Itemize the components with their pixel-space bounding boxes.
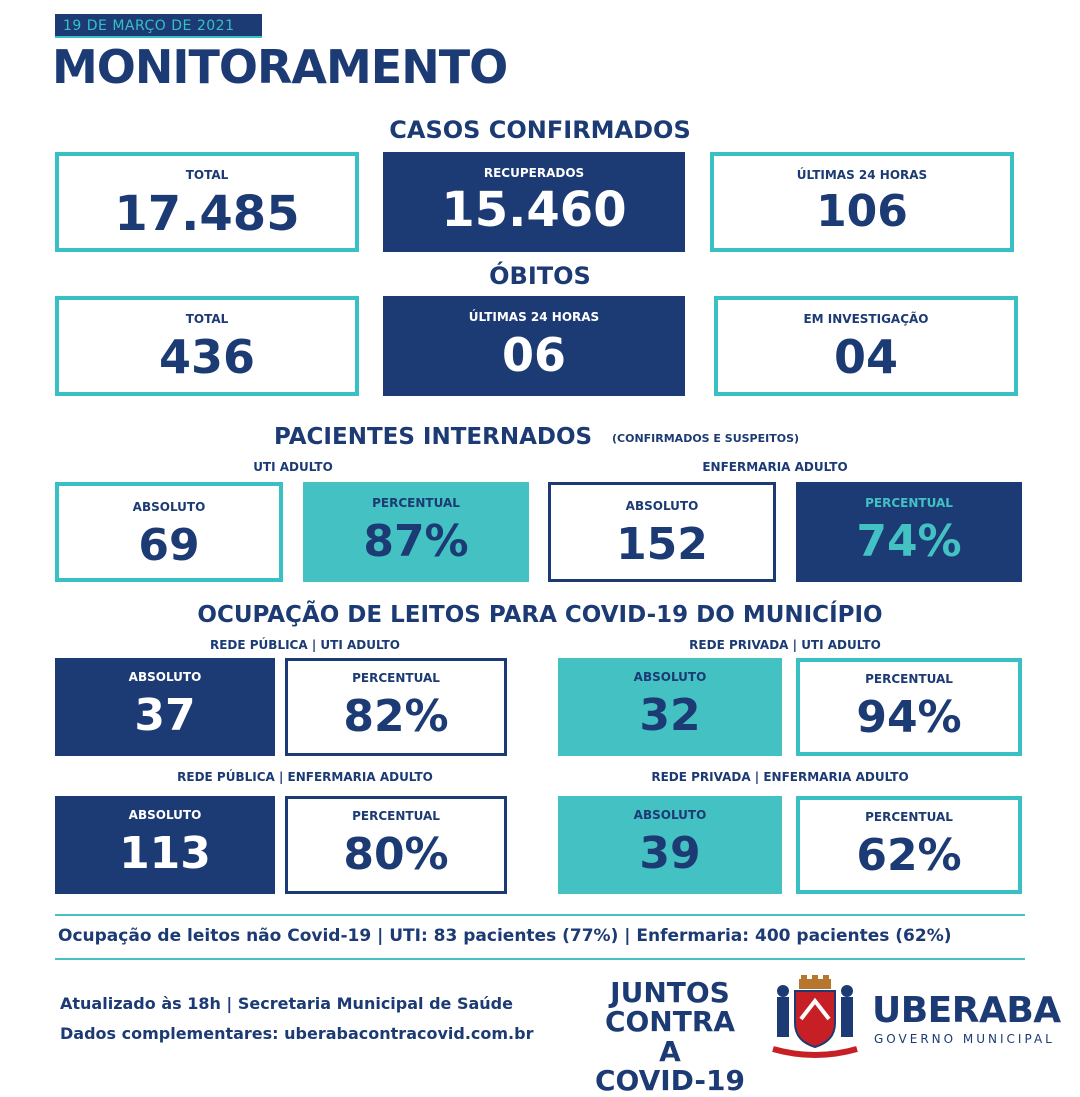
- priv-uti-abs-value: 32: [639, 690, 701, 741]
- internados-enf-abs-value: 152: [616, 519, 708, 570]
- priv-uti-pct-box: [796, 658, 1022, 756]
- internados-enf-label: ENFERMARIA ADULTO: [702, 460, 848, 474]
- pub-uti-abs-label: ABSOLUTO: [128, 670, 202, 684]
- internados-enf-abs-box: [548, 482, 776, 582]
- pub-enf-abs-box: [55, 796, 275, 894]
- nao-covid-text: Ocupação de leitos não Covid-19 | UTI: 83 pacientes (77%) | Enfermaria: 400 pacientes (62%): [58, 926, 952, 946]
- date-label: 19 DE MARÇO DE 2021: [55, 14, 262, 38]
- internados-uti-label: UTI ADULTO: [253, 460, 333, 474]
- pub-uti-pct-box: [285, 658, 507, 756]
- priv-enf-abs-value: 39: [639, 828, 701, 879]
- internados-enf-pct-label: PERCENTUAL: [865, 496, 953, 510]
- priv-enf-pct-label: PERCENTUAL: [865, 810, 953, 824]
- internados-enf-abs-label: ABSOLUTO: [625, 499, 699, 513]
- internados-note: (CONFIRMADOS E SUSPEITOS): [612, 432, 800, 445]
- obitos-total-label: TOTAL: [185, 312, 229, 326]
- priv-enf-label: REDE PRIVADA | ENFERMARIA ADULTO: [651, 770, 909, 784]
- internados-uti-pct-label: PERCENTUAL: [372, 496, 460, 510]
- obitos-ult24-value: 06: [501, 328, 566, 382]
- pub-enf-pct-value: 80%: [343, 829, 449, 880]
- priv-enf-abs-label: ABSOLUTO: [633, 808, 707, 822]
- pub-uti-abs-value: 37: [134, 690, 196, 741]
- juntos-line-1: JUNTOS: [610, 976, 730, 1009]
- obitos-investigacao-label: EM INVESTIGAÇÃO: [803, 312, 929, 326]
- casos-ult24-value: 106: [816, 186, 908, 237]
- priv-enf-abs-box: [558, 796, 782, 894]
- obitos-title: ÓBITOS: [489, 262, 591, 290]
- obitos-investigacao-value: 04: [833, 330, 898, 384]
- obitos-ult24-label: ÚLTIMAS 24 HORAS: [468, 310, 600, 324]
- dados-text: Dados complementares: uberabacontracovid.com.br: [60, 1024, 534, 1043]
- pub-uti-abs-box: [55, 658, 275, 756]
- pub-enf-abs-value: 113: [119, 828, 211, 879]
- priv-uti-pct-label: PERCENTUAL: [865, 672, 953, 686]
- casos-recuperados-label: RECUPERADOS: [483, 166, 585, 180]
- governo-label: GOVERNO MUNICIPAL: [874, 1032, 1055, 1046]
- obitos-total-value: 436: [158, 330, 256, 384]
- juntos-slogan: [590, 978, 750, 1096]
- casos-ult24-box: [710, 152, 1014, 252]
- priv-enf-pct-value: 62%: [856, 830, 962, 881]
- priv-uti-label: REDE PRIVADA | UTI ADULTO: [689, 638, 881, 652]
- priv-enf-pct-box: [796, 796, 1022, 894]
- casos-recuperados-value: 15.460: [441, 182, 627, 238]
- internados-title: PACIENTES INTERNADOS: [274, 424, 593, 450]
- casos-total-label: TOTAL: [185, 168, 229, 182]
- juntos-line-3: COVID-19: [594, 1064, 746, 1097]
- atualizado-text: Atualizado às 18h | Secretaria Municipal de Saúde: [60, 994, 513, 1013]
- pub-enf-pct-box: [285, 796, 507, 894]
- internados-uti-abs-label: ABSOLUTO: [132, 500, 206, 514]
- casos-title: CASOS CONFIRMADOS: [389, 116, 691, 144]
- juntos-line-2: CONTRA A: [604, 1005, 736, 1068]
- obitos-investigacao-box: [714, 296, 1018, 396]
- divider-top: [55, 914, 1025, 916]
- internados-uti-pct-value: 87%: [363, 516, 469, 567]
- internados-uti-abs-value: 69: [138, 520, 200, 571]
- casos-ult24-label: ÚLTIMAS 24 HORAS: [796, 168, 928, 182]
- internados-enf-pct-box: [796, 482, 1022, 582]
- priv-uti-pct-value: 94%: [856, 692, 962, 743]
- pub-enf-label: REDE PÚBLICA | ENFERMARIA ADULTO: [177, 770, 433, 784]
- casos-total-value: 17.485: [114, 186, 300, 242]
- priv-uti-abs-label: ABSOLUTO: [633, 670, 707, 684]
- pub-uti-pct-value: 82%: [343, 691, 449, 742]
- city-name: UBERABA: [872, 990, 1061, 1031]
- internados-uti-pct-box: [303, 482, 529, 582]
- pub-enf-abs-label: ABSOLUTO: [128, 808, 202, 822]
- pub-enf-pct-label: PERCENTUAL: [352, 809, 440, 823]
- coat-of-arms-icon: [765, 975, 865, 1065]
- page-title: MONITORAMENTO: [52, 40, 508, 94]
- casos-recuperados-box: [383, 152, 685, 252]
- obitos-total-box: [55, 296, 359, 396]
- obitos-ult24-box: [383, 296, 685, 396]
- casos-total-box: [55, 152, 359, 252]
- pub-uti-pct-label: PERCENTUAL: [352, 671, 440, 685]
- internados-uti-abs-box: [55, 482, 283, 582]
- priv-uti-abs-box: [558, 658, 782, 756]
- ocupacao-title: OCUPAÇÃO DE LEITOS PARA COVID-19 DO MUNICÍPIO: [197, 602, 883, 628]
- pub-uti-label: REDE PÚBLICA | UTI ADULTO: [209, 638, 400, 652]
- divider-bottom: [55, 958, 1025, 960]
- internados-enf-pct-value: 74%: [856, 516, 962, 567]
